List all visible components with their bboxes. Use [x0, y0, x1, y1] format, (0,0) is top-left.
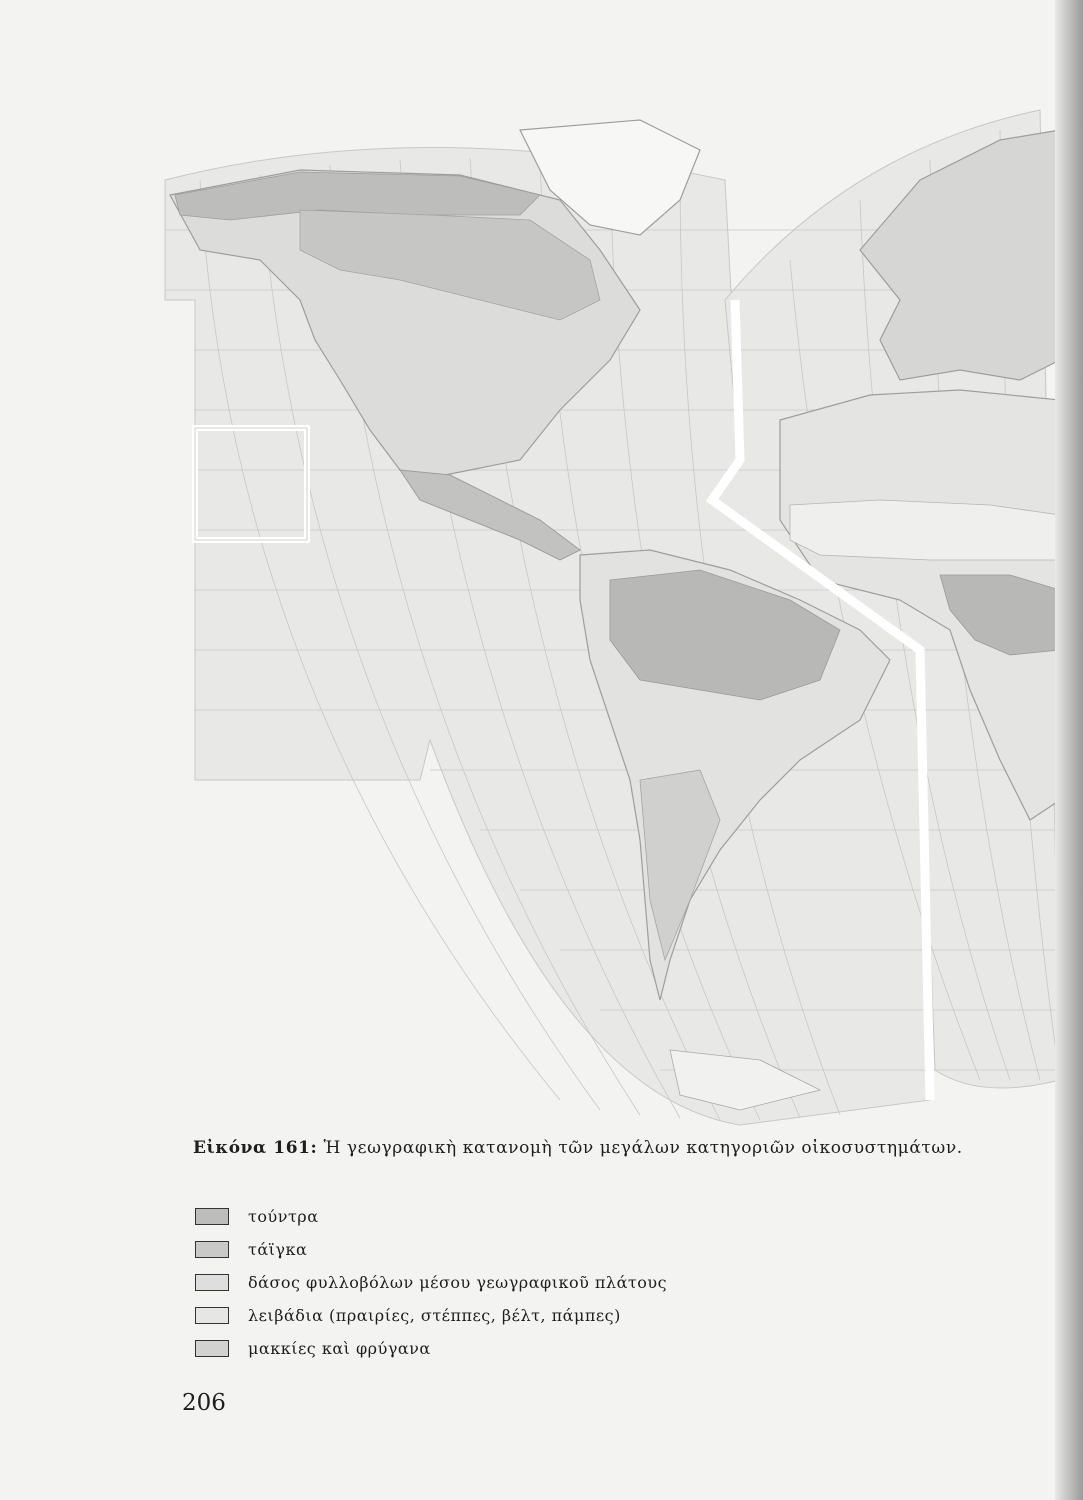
legend-label: δάσος φυλλοβόλων μέσου γεωγραφικοῦ πλάτους	[248, 1273, 668, 1292]
legend-item-maquis	[195, 1332, 895, 1365]
legend-item-deciduous-forest	[195, 1266, 895, 1299]
legend-label: λειβάδια (πραιρίες, στέππες, βέλτ, πάμπες)	[248, 1306, 621, 1325]
legend-swatch	[195, 1274, 229, 1291]
legend-swatch	[195, 1307, 229, 1324]
legend-swatch	[195, 1241, 229, 1258]
legend-swatch	[195, 1208, 229, 1225]
page-edge-shadow	[1055, 0, 1083, 1500]
sahara-band	[790, 500, 1060, 560]
legend-item-taiga	[195, 1233, 895, 1266]
legend-swatch	[195, 1340, 229, 1357]
legend-label: τούντρα	[248, 1207, 319, 1226]
figure-title: Ἡ γεωγραφικὴ κατανομὴ τῶν μεγάλων κατηγοριῶν οἰκοσυστημάτων.	[323, 1138, 963, 1158]
figure-caption	[193, 1138, 1013, 1158]
legend-label: μακκίες καὶ φρύγανα	[248, 1339, 431, 1358]
map-legend	[195, 1200, 895, 1365]
legend-item-tundra	[195, 1200, 895, 1233]
legend-label: τάϊγκα	[248, 1240, 308, 1259]
figure-label: Εἰκόνα 161:	[193, 1138, 318, 1158]
legend-item-grasslands	[195, 1299, 895, 1332]
page-number: 206	[182, 1390, 226, 1416]
